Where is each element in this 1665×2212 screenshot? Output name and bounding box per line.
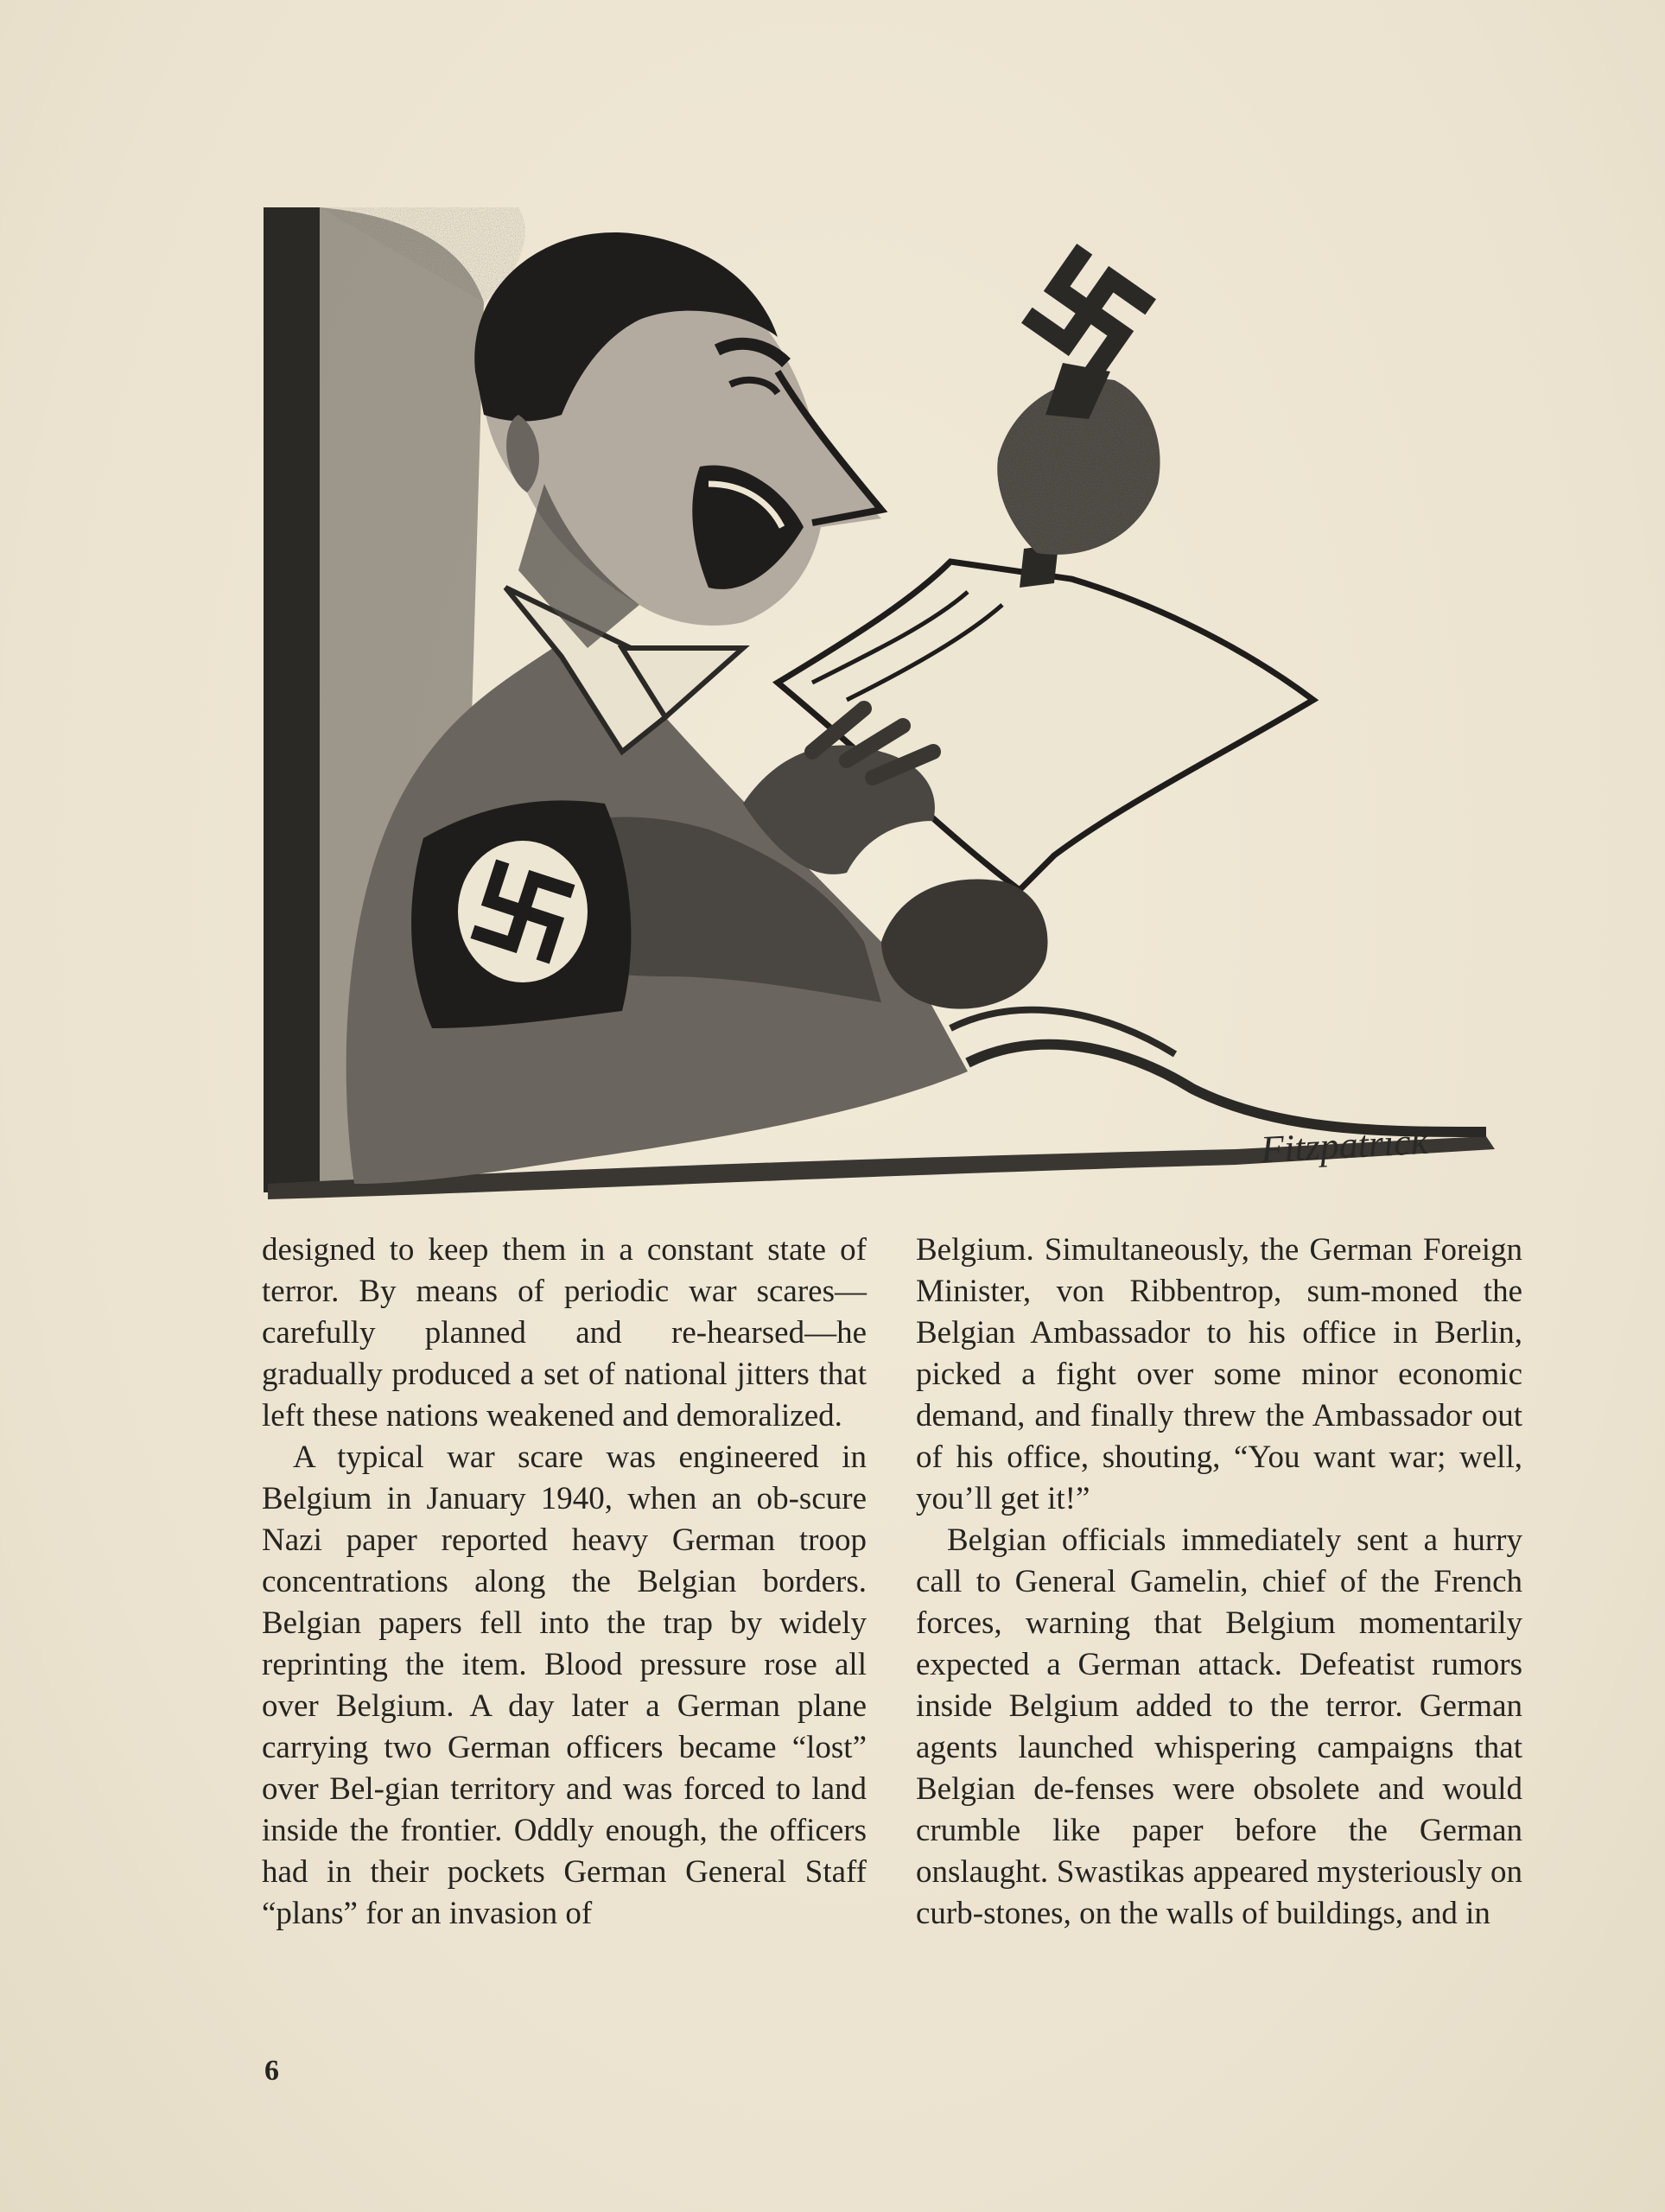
text-column-left: [262, 1230, 867, 1935]
text-column-right: [916, 1230, 1522, 1935]
cartoon-illustration: [259, 199, 1512, 1201]
page-number: 6: [264, 2055, 279, 2087]
cartoon-drawing: [259, 199, 1512, 1201]
artist-signature: Fitzpatrick: [1259, 1119, 1429, 1171]
paragraph: A typical war scare was engineered in Belgium in January 1940, when an ob-scure Nazi paper reported heavy German troop concentrations along the Belgian borders. Belgian papers fell into the trap by widely reprinting the item. Blood pressure rose all over Belgium. A day later a German plane carrying two German officers became “lost” over Bel-gian territory and was forced to land inside the frontier. Oddly enough, the officers had in their pockets German General Staff “plans” for an invasion of: [262, 1440, 867, 1931]
paragraph: Belgian officials immediately sent a hurry call to General Gamelin, chief of the French forces, warning that Belgium momentarily expected a German attack. Defeatist rumors inside Belgium added to the terror. German agents launched whispering campaigns that Belgian de-fenses were obsolete and would crumble like paper before the German onslaught. Swastikas appeared mysteriously on curb-stones, on the walls of buildings, and in: [916, 1522, 1522, 1931]
paragraph: Belgium. Simultaneously, the German Foreign Minister, von Ribbentrop, sum-moned the Belgian Ambassador to his office in Berlin, picked a fight over some minor economic demand, and finally threw the Ambassador out of his office, shouting, “You want war; well, you’ll get it!”: [916, 1232, 1522, 1516]
paragraph: designed to keep them in a constant state of terror. By means of periodic war scares—carefully planned and re-hearsed—he gradually produced a set of national jitters that left these nations weakened and demoralized.: [262, 1232, 867, 1433]
